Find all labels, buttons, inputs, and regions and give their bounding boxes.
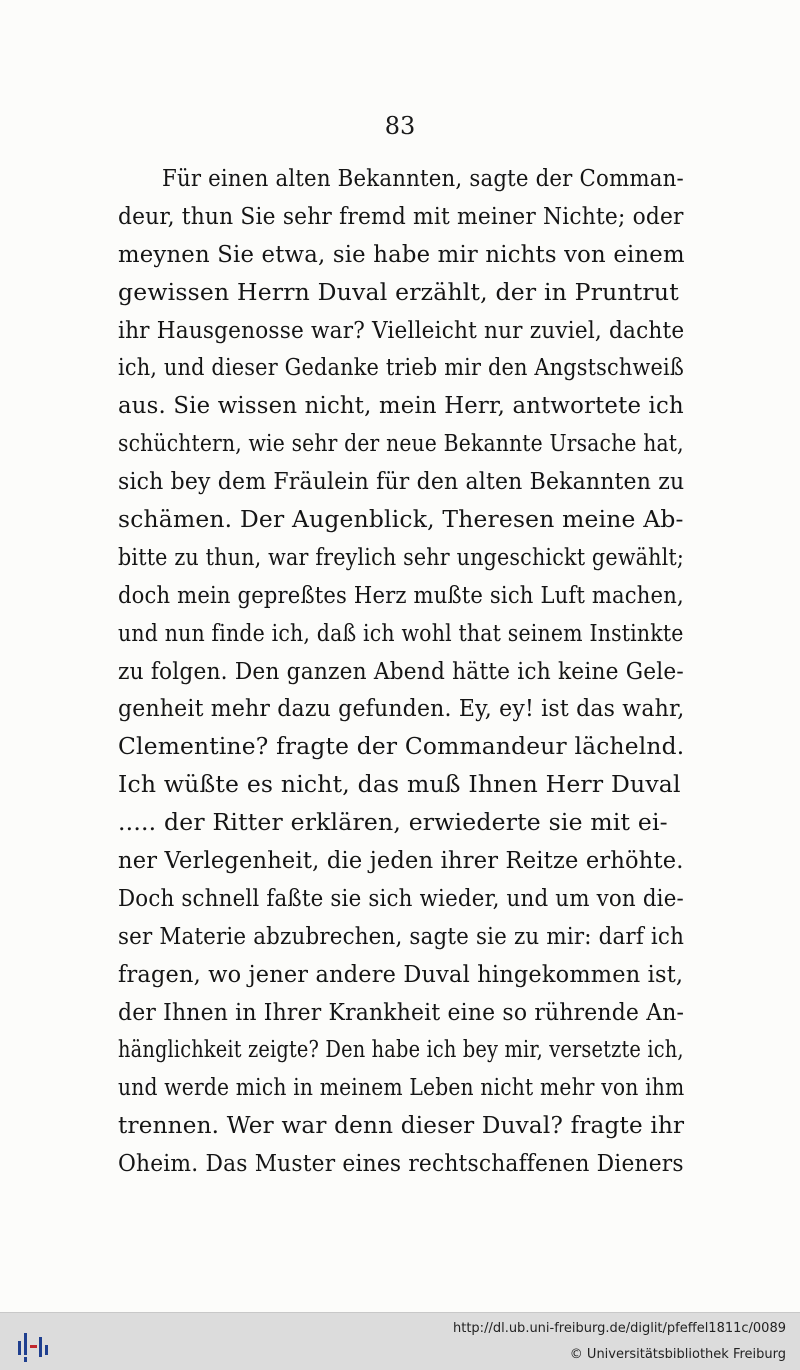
text-line: und nun finde ich, daß ich wohl that seinem Instinkte bbox=[118, 618, 684, 647]
text-line: zu folgen. Den ganzen Abend hätte ich keine Gele- bbox=[118, 656, 684, 685]
text-line: Für einen alten Bekannten, sagte der Comman- bbox=[162, 164, 684, 192]
text-line: Oheim. Das Muster eines rechtschaffenen Dieners bbox=[118, 1149, 684, 1178]
copyright-notice: © Universitätsbibliothek Freiburg bbox=[569, 1347, 786, 1362]
text-line: Clementine? fragte der Commandeur lächelnd. bbox=[118, 732, 685, 761]
body-text bbox=[118, 160, 684, 1183]
text-line: genheit mehr dazu gefunden. Ey, ey! ist das wahr, bbox=[118, 694, 685, 723]
text-line: Ich wüßte es nicht, das muß Ihnen Herr Duval bbox=[118, 770, 681, 799]
text-line: und werde mich in meinem Leben nicht mehr von ihm bbox=[118, 1073, 685, 1102]
text-line: trennen. Wer war denn dieser Duval? fragte ihr bbox=[118, 1111, 685, 1140]
text-line: gewissen Herrn Duval erzählt, der in Pruntrut bbox=[118, 277, 679, 306]
text-line: ..... der Ritter erklären, erwiederte sie mit ei- bbox=[118, 808, 668, 837]
text-line: bitte zu thun, war freylich sehr ungeschickt gewählt; bbox=[118, 542, 685, 571]
text-line: fragen, wo jener andere Duval hingekommen ist, bbox=[118, 959, 684, 988]
text-line: schüchtern, wie sehr der neue Bekannte Ursache hat, bbox=[118, 429, 684, 458]
text-line: hänglichkeit zeigte? Den habe ich bey mir, versetzte ich, bbox=[118, 1035, 684, 1064]
page-number: 83 bbox=[384, 112, 416, 140]
text-line: schämen. Der Augenblick, Theresen meine Ab- bbox=[118, 505, 684, 534]
text-line: Doch schnell faßte sie sich wieder, und um von die- bbox=[118, 883, 684, 912]
source-url-link[interactable]: http://dl.ub.uni-freiburg.de/diglit/pfeffel1811c/0089 bbox=[453, 1321, 786, 1336]
ub-freiburg-logo-icon[interactable] bbox=[12, 1323, 52, 1363]
text-line: ich, und dieser Gedanke trieb mir den Angstschweiß bbox=[118, 353, 684, 382]
text-line: ser Materie abzubrechen, sagte sie zu mir: darf ich bbox=[118, 921, 685, 950]
text-line: aus. Sie wissen nicht, mein Herr, antwortete ich bbox=[118, 391, 684, 420]
text-line: doch mein gepreßtes Herz mußte sich Luft machen, bbox=[118, 580, 684, 609]
text-line: sich bey dem Fräulein für den alten Bekannten zu bbox=[118, 467, 685, 496]
text-line: ihr Hausgenosse war? Vielleicht nur zuviel, dachte bbox=[118, 315, 685, 344]
text-line: deur, thun Sie sehr fremd mit meiner Nichte; oder bbox=[118, 201, 684, 230]
viewer-footer bbox=[0, 1312, 800, 1370]
text-line: der Ihnen in Ihrer Krankheit eine so rührende An- bbox=[118, 997, 685, 1026]
text-line: meynen Sie etwa, sie habe mir nichts von einem bbox=[118, 239, 685, 268]
text-line: ner Verlegenheit, die jeden ihrer Reitze erhöhte. bbox=[118, 846, 684, 875]
